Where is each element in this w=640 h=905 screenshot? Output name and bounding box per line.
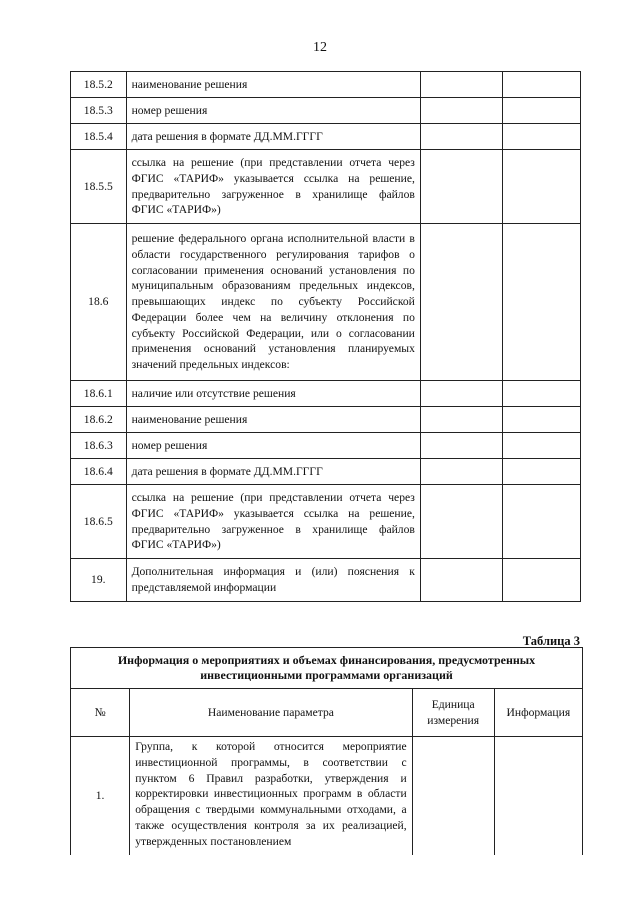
row-number: 18.5.4 bbox=[71, 124, 127, 150]
table-row bbox=[71, 559, 581, 602]
row-unit-cell bbox=[420, 407, 503, 433]
table-row bbox=[71, 124, 581, 150]
table-row bbox=[71, 433, 581, 459]
row-info-cell bbox=[503, 98, 581, 124]
row-unit-cell bbox=[420, 459, 503, 485]
row-info-cell bbox=[503, 433, 581, 459]
table-row bbox=[71, 407, 581, 433]
row-info-cell bbox=[503, 459, 581, 485]
row-number: 18.6 bbox=[71, 224, 127, 381]
table-header-row bbox=[71, 689, 583, 737]
row-info-cell bbox=[503, 407, 581, 433]
row-unit-cell bbox=[420, 98, 503, 124]
row-unit-cell bbox=[420, 224, 503, 381]
row-number: 1. bbox=[71, 737, 130, 855]
row-number: 18.5.5 bbox=[71, 150, 127, 224]
row-parameter: дата решения в формате ДД.ММ.ГГГГ bbox=[126, 459, 420, 485]
row-number: 19. bbox=[71, 559, 127, 602]
row-info-cell bbox=[503, 124, 581, 150]
header-unit: Единица измерения bbox=[412, 689, 494, 737]
row-parameter: номер решения bbox=[126, 433, 420, 459]
header-information: Информация bbox=[494, 689, 582, 737]
table-title: Информация о мероприятиях и объемах финансирования, предусмотренных инвестиционными программами организаций bbox=[71, 648, 583, 689]
table-row bbox=[71, 98, 581, 124]
table-row bbox=[71, 72, 581, 98]
row-info-cell bbox=[503, 224, 581, 381]
row-unit-cell bbox=[420, 72, 503, 98]
row-parameter: Дополнительная информация и (или) пояснения к представляемой информации bbox=[126, 559, 420, 602]
row-parameter: номер решения bbox=[126, 98, 420, 124]
row-unit-cell bbox=[420, 381, 503, 407]
row-number: 18.6.2 bbox=[71, 407, 127, 433]
row-parameter: наименование решения bbox=[126, 72, 420, 98]
row-number: 18.6.1 bbox=[71, 381, 127, 407]
table-row bbox=[71, 224, 581, 381]
row-number: 18.6.3 bbox=[71, 433, 127, 459]
header-parameter-name: Наименование параметра bbox=[130, 689, 412, 737]
row-unit-cell bbox=[412, 737, 494, 855]
header-number: № bbox=[71, 689, 130, 737]
table-caption: Таблица 3 bbox=[522, 634, 580, 648]
row-parameter: наименование решения bbox=[126, 407, 420, 433]
row-parameter: ссылка на решение (при представлении отчета через ФГИС «ТАРИФ» указывается ссылка на решение, предварительно загруженное в хранилище файлов ФГИС «ТАРИФ») bbox=[126, 150, 420, 224]
row-unit-cell bbox=[420, 485, 503, 559]
parameters-table bbox=[70, 71, 581, 602]
row-unit-cell bbox=[420, 124, 503, 150]
table-title-row bbox=[71, 648, 583, 689]
row-info-cell bbox=[503, 72, 581, 98]
row-info-cell bbox=[503, 150, 581, 224]
row-info-cell bbox=[494, 737, 582, 855]
row-parameter: Группа, к которой относится мероприятие инвестиционной программы, в соответствии с пунктом 6 Правил разработки, утверждения и корректировки инвестиционных программ в области обращения с твердыми коммунальными отходами, а также осуществления контроля за их реализацией, утвержденных постановлением bbox=[130, 737, 412, 855]
table-row bbox=[71, 485, 581, 559]
row-info-cell bbox=[503, 559, 581, 602]
row-number: 18.5.3 bbox=[71, 98, 127, 124]
table-row bbox=[71, 150, 581, 224]
table-row bbox=[71, 459, 581, 485]
row-parameter: дата решения в формате ДД.ММ.ГГГГ bbox=[126, 124, 420, 150]
table-row bbox=[71, 737, 583, 855]
row-parameter: решение федерального органа исполнительной власти в области государственного регулирования тарифов о согласовании применения оснований установления по муниципальным образованиям предельных индексов, превышающих индекс по субъекту Российской Федерации более чем на величину отклонения по субъекту Российской Федерации, или о согласовании применения оснований установления планируемых значений предельных индексов: bbox=[126, 224, 420, 381]
row-number: 18.5.2 bbox=[71, 72, 127, 98]
page-number: 12 bbox=[313, 40, 327, 55]
row-parameter: наличие или отсутствие решения bbox=[126, 381, 420, 407]
row-number: 18.6.5 bbox=[71, 485, 127, 559]
table-row bbox=[71, 381, 581, 407]
row-unit-cell bbox=[420, 150, 503, 224]
row-parameter: ссылка на решение (при представлении отчета через ФГИС «ТАРИФ» указывается ссылка на решение, предварительно загруженное в хранилище файлов ФГИС «ТАРИФ») bbox=[126, 485, 420, 559]
row-info-cell bbox=[503, 485, 581, 559]
row-info-cell bbox=[503, 381, 581, 407]
row-number: 18.6.4 bbox=[71, 459, 127, 485]
row-unit-cell bbox=[420, 433, 503, 459]
row-unit-cell bbox=[420, 559, 503, 602]
investment-measures-table bbox=[70, 647, 583, 855]
